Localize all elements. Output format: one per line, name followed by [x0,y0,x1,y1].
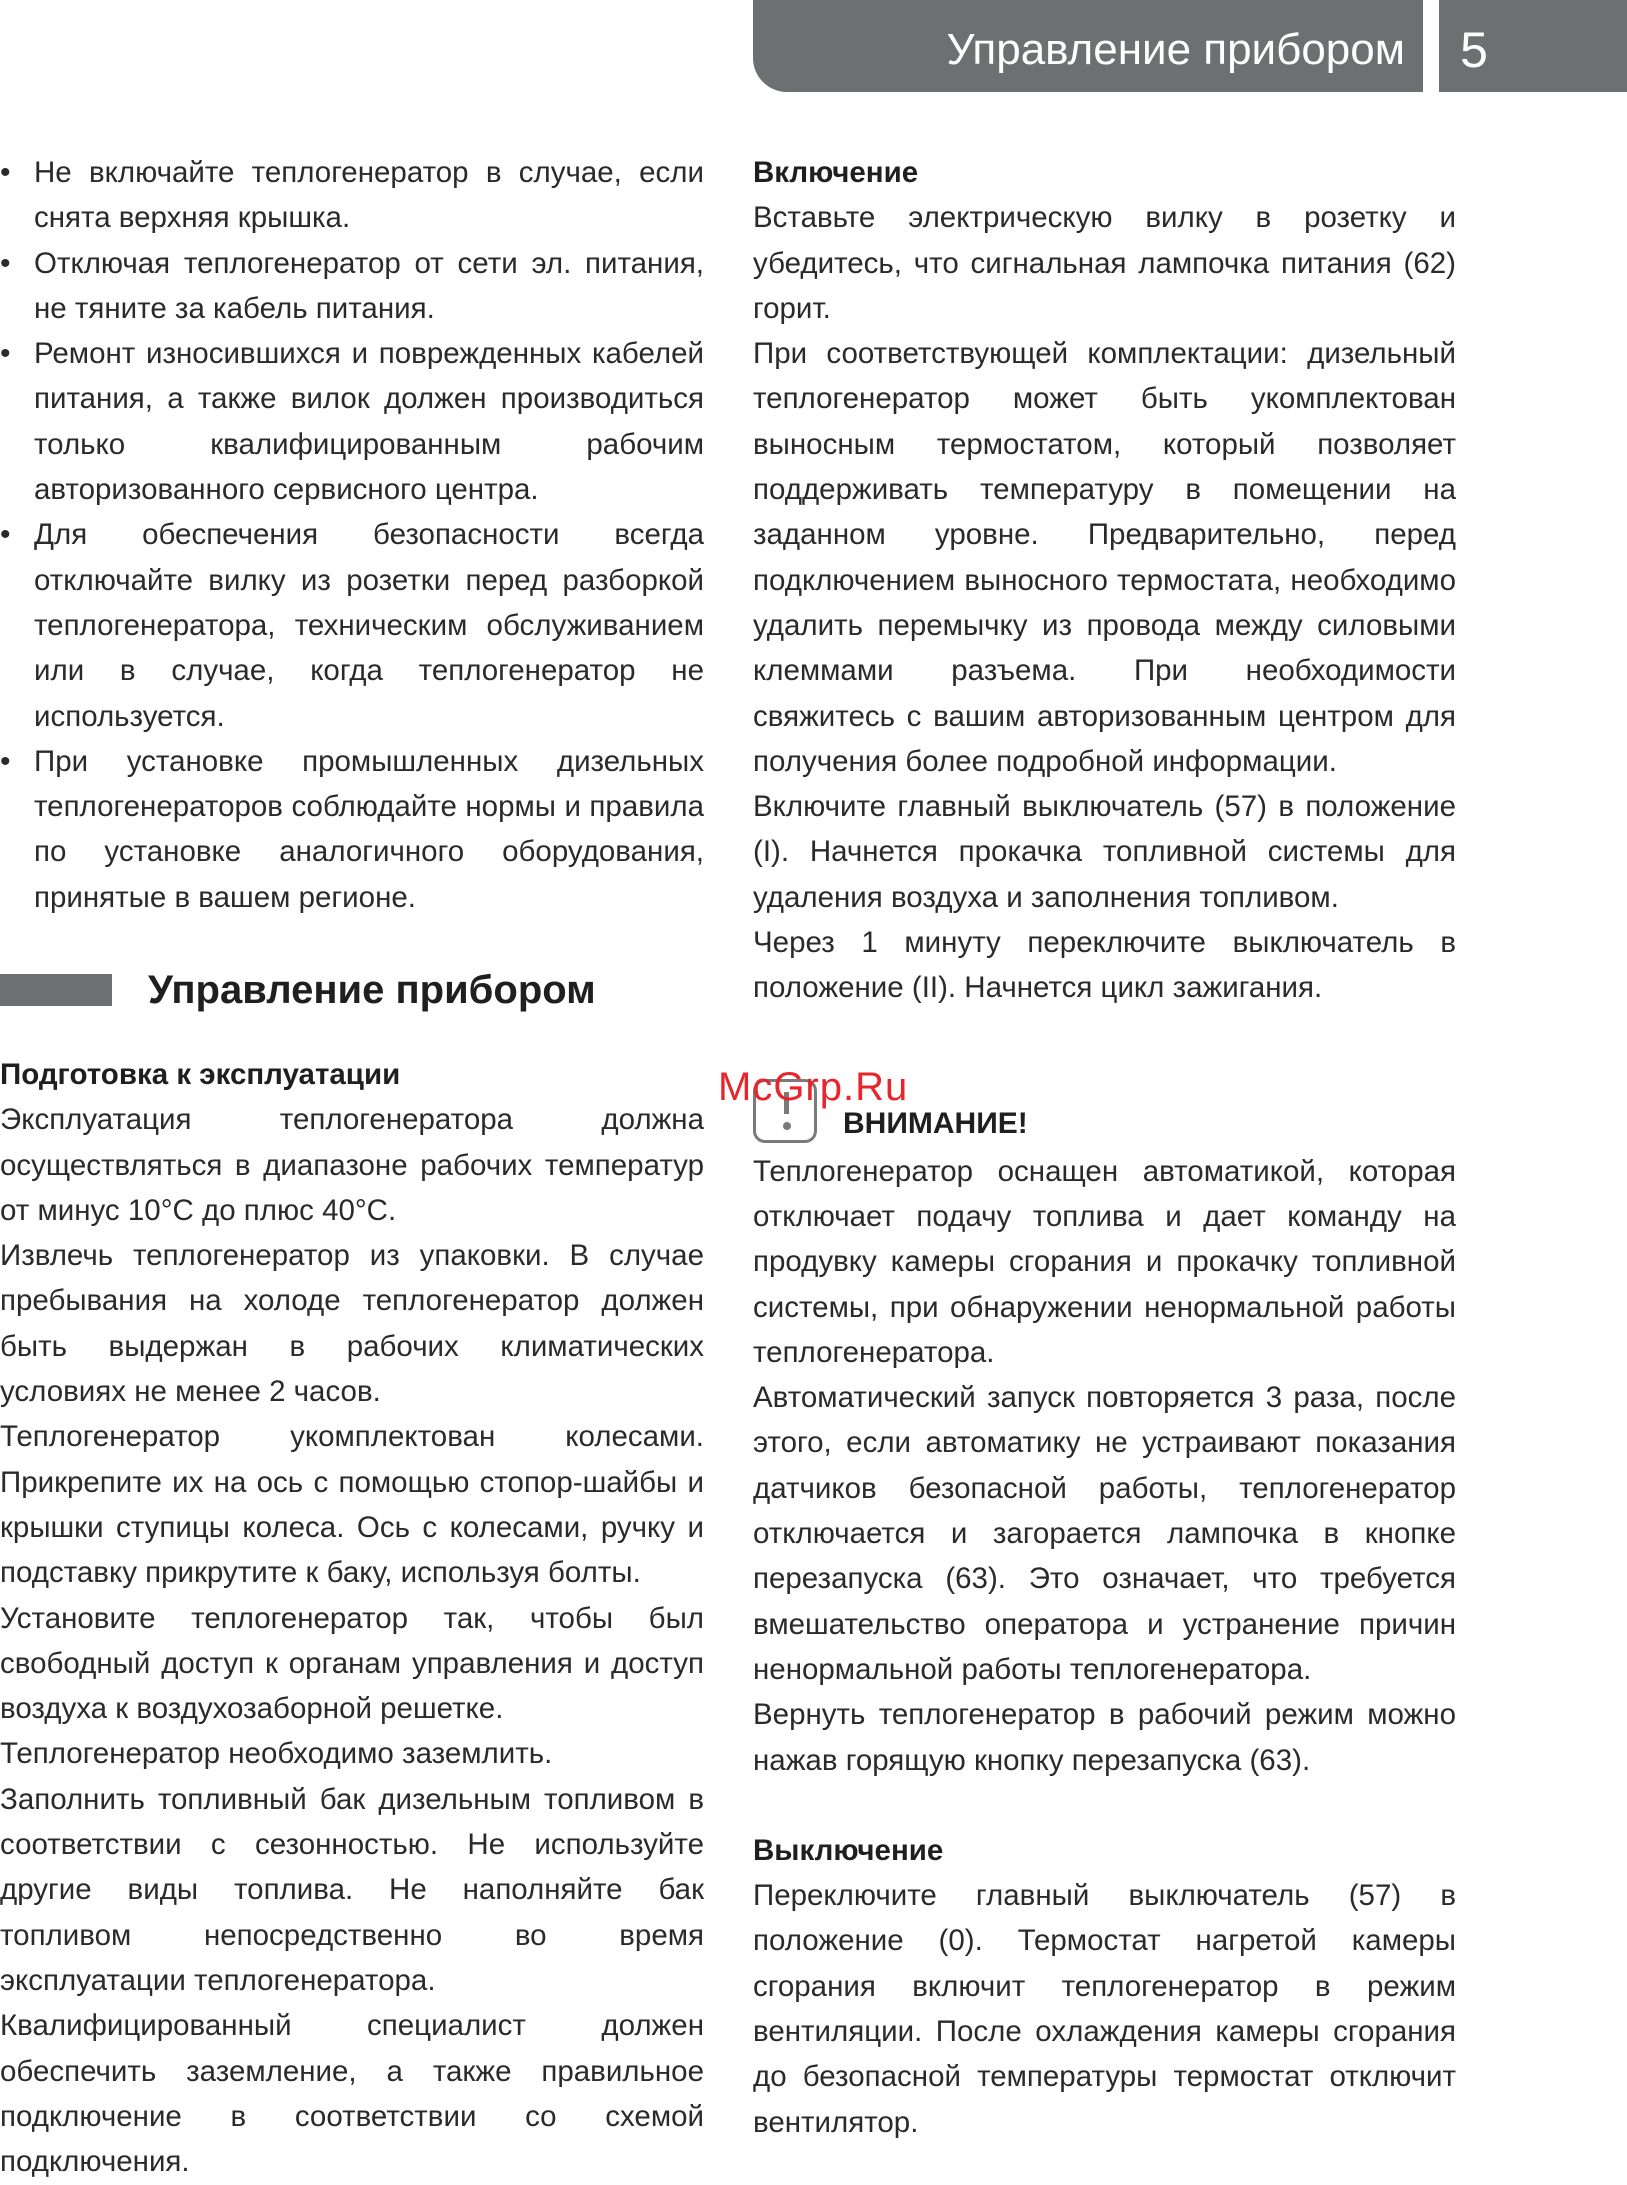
power-on-heading: Включение [753,156,919,189]
power-on-paragraph: При соответствующей комплектации: дизельный теплогенератор может быть укомплектован выносным термостатом, который позволяет поддерживать температуру в помещении на заданном уровне. Предварительно, перед подключением выносного термостата, необходимо удалить перемычку из провода между силовыми клеммами разъема. При необходимости свяжитесь с вашим авторизованным центром для получения более подробной информации. [753,337,1456,778]
power-on-paragraph: Через 1 минуту переключите выключатель в положение (II). Начнется цикл зажигания. [753,926,1456,1005]
preparation-paragraph: Теплогенератор укомплектован колесами. Прикрепите их на ось с помощью стопор-шайбы и крышки ступицы колеса. Ось с колесами, ручку и подставку прикрутите к баку, используя болты. [0,1420,704,1590]
bullet-item: • Ремонт износившихся и поврежденных кабелей питания, а также вилок должен производиться только квалифицированным рабочим авторизованного сервисного центра. [0,331,704,512]
header-title: Управление прибором [946,25,1405,74]
power-on-paragraph: Вставьте электрическую вилку в розетку и убедитесь, что сигнальная лампочка питания (62) горит. [753,201,1456,325]
bullet-item: • При установке промышленных дизельных теплогенераторов соблюдайте нормы и правила по установке аналогичного оборудования, принятые в вашем регионе. [0,739,704,920]
watermark: McGrp.Ru [718,1065,909,1109]
page-number: 5 [1460,22,1488,78]
preparation-paragraph: Теплогенератор необходимо заземлить. [0,1737,553,1771]
right-column [753,150,1456,2145]
bullet-item: • Отключая теплогенератор от сети эл. питания, не тяните за кабель питания. [0,241,704,332]
warning-paragraph: Вернуть теплогенератор в рабочий режим можно нажав горящую кнопку перезапуска (63). [753,1698,1456,1777]
power-off-heading: Выключение [753,1833,944,1867]
section-heading [0,960,704,1020]
warning-title: ВНИМАНИЕ! [843,1106,1028,1140]
bullet-item: • Не включайте теплогенератор в случае, если снята верхняя крышка. [0,150,704,241]
safety-bullet-list [0,150,704,920]
section-title: Управление прибором [148,968,596,1012]
section-marker-bar [0,974,112,1006]
warning-paragraph: Автоматический запуск повторяется 3 раза, после этого, если автоматику не устраивают показания датчиков безопасной работы, теплогенератор отключается и загорается лампочка в кнопке перезапуска (63). Это означает, что требуется вмешательство оператора и устранение причин ненормальной работы теплогенератора. [753,1381,1456,1686]
preparation-paragraph: Заполнить топливный бак дизельным топливом в соответствии с сезонностью. Не используйте другие виды топлива. Не наполняйте бак топливом непосредственно во время эксплуатации теплогенератора. [0,1782,704,1997]
header-separator [1423,0,1439,92]
preparation-paragraph: Эксплуатация теплогенератора должна осуществляться в диапазоне рабочих температур от минус 10°С до плюс 40°С. [0,1103,704,1227]
preparation-block [0,1052,704,2184]
power-on-paragraph: Включите главный выключатель (57) в положение (I). Начнется прокачка топливной системы для удаления воздуха и заполнения топливом. [753,790,1456,914]
left-column [0,150,704,920]
warning-paragraph: Теплогенератор оснащен автоматикой, которая отключает подачу топлива и дает команду на продувку камеры сгорания и прокачку топливной системы, при обнаружении ненормальной работы теплогенератора. [753,1154,1456,1369]
power-off-paragraph: Переключите главный выключатель (57) в положение (0). Термостат нагретой камеры сгорания включит теплогенератор в режим вентиляции. После охлаждения камеры сгорания до безопасной температуры термостат отключит вентилятор. [753,1879,1456,2139]
preparation-heading: Подготовка к эксплуатации [0,1058,401,1091]
preparation-paragraph: Квалифицированный специалист должен обеспечить заземление, а также правильное подключение в соответствии со схемой подключения. [0,2009,704,2179]
preparation-paragraph: Установите теплогенератор так, чтобы был свободный доступ к органам управления и доступ воздуха к воздухозаборной решетке. [0,1601,704,1726]
preparation-paragraph: Извлечь теплогенератор из упаковки. В случае пребывания на холоде теплогенератор должен быть выдержан в рабочих климатических условиях не менее 2 часов. [0,1239,704,1409]
bullet-item: • Для обеспечения безопасности всегда отключайте вилку из розетки перед разборкой теплогенератора, техническим обслуживанием или в случае, когда теплогенератор не используется. [0,512,704,738]
